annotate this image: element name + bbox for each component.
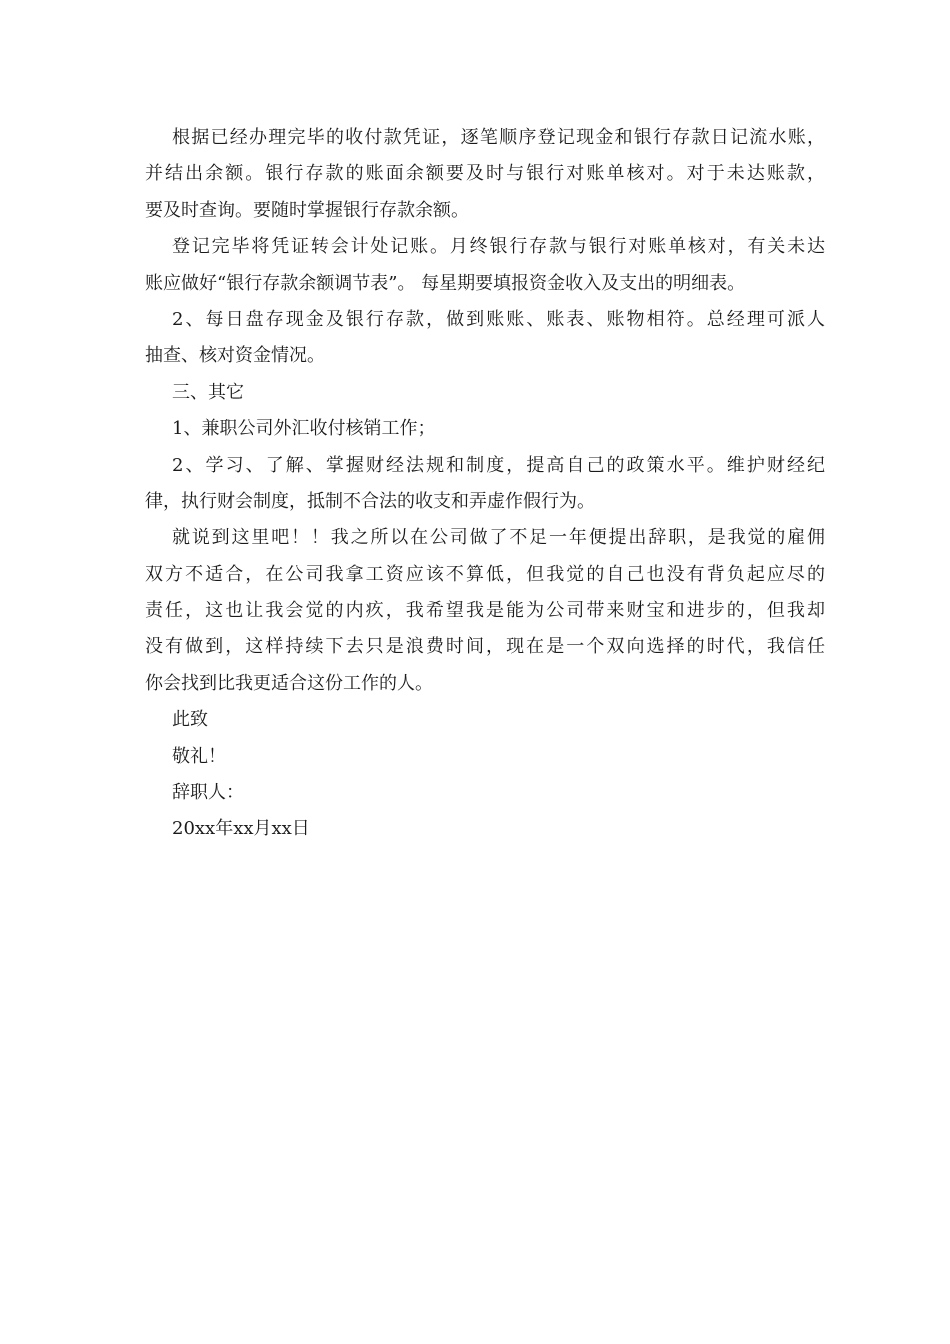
list-item-2-line-2: 律，执行财会制度，抵制不合法的收支和弄虚作假行为。: [145, 490, 595, 512]
signature-label: 辞职人：: [172, 782, 244, 804]
paragraph-2-line-1: 登记完毕将凭证转会计处记账。月终银行存款与银行对账单核对，有关未达: [172, 236, 825, 258]
paragraph-2-line-2: 账应做好“银行存款余额调节表”。 每星期要填报资金收入及支出的明细表。: [145, 272, 746, 294]
paragraph-3-line-1: 2、每日盘存现金及银行存款，做到账账、账表、账物相符。总经理可派人: [172, 308, 825, 330]
document-body: [145, 120, 825, 848]
paragraph-1-line-3: 要及时查询。要随时掌握银行存款余额。: [145, 199, 469, 221]
date-line: 20xx年xx月xx日: [172, 818, 310, 840]
list-item-1: 1、兼职公司外汇收付核销工作；: [172, 418, 436, 440]
closing-paragraph-line-3: 责任，这也让我会觉的内疚，我希望我是能为公司带来财宝和进步的，但我却: [145, 600, 825, 622]
paragraph-1-line-2: 并结出余额。银行存款的账面余额要及时与银行对账单核对。对于未达账款，: [145, 163, 825, 185]
closing-paragraph-line-2: 双方不适合，在公司我拿工资应该不算低，但我觉的自己也没有背负起应尽的: [145, 563, 825, 585]
paragraph-3-line-2: 抽查、核对资金情况。: [145, 345, 325, 367]
section-heading-other: 三、其它: [172, 381, 244, 403]
closing-paragraph-line-4: 没有做到，这样持续下去只是浪费时间，现在是一个双向选择的时代，我信任: [145, 636, 825, 658]
list-item-2-line-1: 2、学习、了解、掌握财经法规和制度，提高自己的政策水平。维护财经纪: [172, 454, 825, 476]
closing-paragraph-line-5: 你会找到比我更适合这份工作的人。: [145, 672, 433, 694]
closing-paragraph-line-1: 就说到这里吧！！我之所以在公司做了不足一年便提出辞职，是我觉的雇佣: [172, 527, 825, 549]
regards: 敬礼！: [172, 745, 226, 767]
salutation: 此致: [172, 709, 208, 731]
paragraph-1-line-1: 根据已经办理完毕的收付款凭证，逐笔顺序登记现金和银行存款日记流水账，: [172, 127, 825, 148]
